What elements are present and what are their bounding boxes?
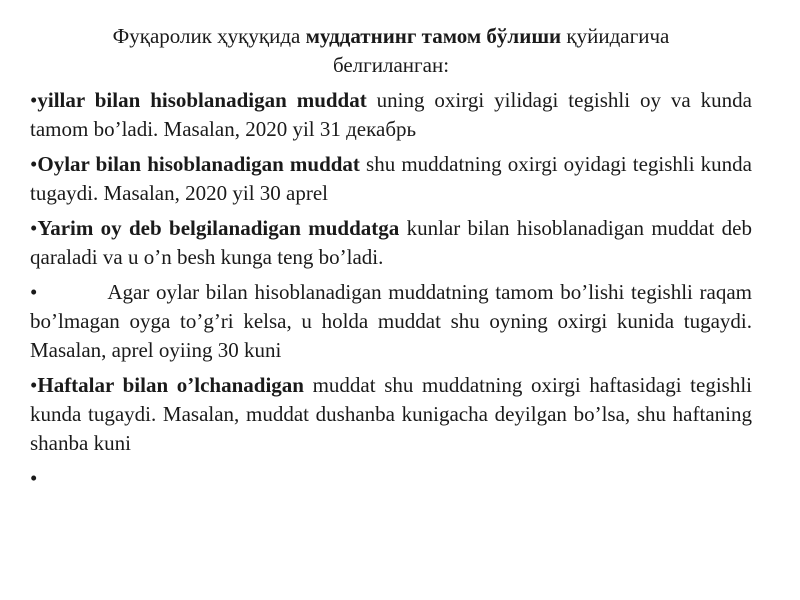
bullet-marker: •	[30, 88, 38, 112]
bullet-item-half-month	[30, 214, 752, 272]
heading-line2: белгиланган:	[332, 53, 450, 77]
bullet-marker: •	[30, 373, 38, 397]
bullet-marker: •	[30, 280, 38, 304]
slide-content	[30, 22, 752, 499]
bullet-bold: Haftalar bilan o’lchanadigan	[37, 373, 304, 397]
bullet-bold: Oylar bilan hisoblanadigan muddat	[37, 152, 360, 176]
bullet-item-missing-date	[30, 278, 752, 365]
bullet-marker: •	[30, 216, 38, 240]
bullet-item-empty	[30, 464, 752, 493]
bullet-marker: •	[30, 466, 38, 490]
bullet-list	[30, 86, 752, 493]
heading-prefix: Фуқаролик ҳуқуқида	[112, 24, 306, 48]
bullet-item-years	[30, 86, 752, 144]
heading-emphasis: муддатнинг тамом бўлиши	[305, 24, 562, 48]
heading-suffix: қуйидагича	[561, 24, 670, 48]
bullet-item-weeks	[30, 371, 752, 458]
bullet-text: Agar oylar bilan hisoblanadigan muddatning tamom bo’lishi tegishli raqam bo’lmagan oyga to’g’ri kelsa, u holda muddat shu oyning oxirgi kunida tugaydi. Masalan, aprel oyiing 30 kuni	[30, 280, 752, 362]
bullet-item-months	[30, 150, 752, 208]
bullet-text: kunlar bilan hisoblanadigan muddat deb qaraladi va u o’n besh kunga teng bo’ladi.	[30, 216, 752, 269]
bullet-text: muddat shu muddatning oxirgi haftasidagi tegishli kunda tugaydi. Masalan, muddat dushanba kunigacha deyilgan bo’lsa, shu haftaning shanba kuni	[30, 373, 752, 455]
slide-heading	[30, 22, 752, 80]
bullet-marker: •	[30, 152, 38, 176]
bullet-bold: yillar bilan hisoblanadigan muddat	[37, 88, 367, 112]
bullet-text: uning oxirgi yilidagi tegishli oy va kunda tamom bo’ladi. Masalan, 2020 yil 31 декабрь	[30, 88, 753, 141]
bullet-text: shu muddatning oxirgi oyidagi tegishli kunda tugaydi. Masalan, 2020 yil 30 aprel	[30, 152, 752, 205]
bullet-bold: Yarim oy deb belgilanadigan muddatga	[37, 216, 400, 240]
